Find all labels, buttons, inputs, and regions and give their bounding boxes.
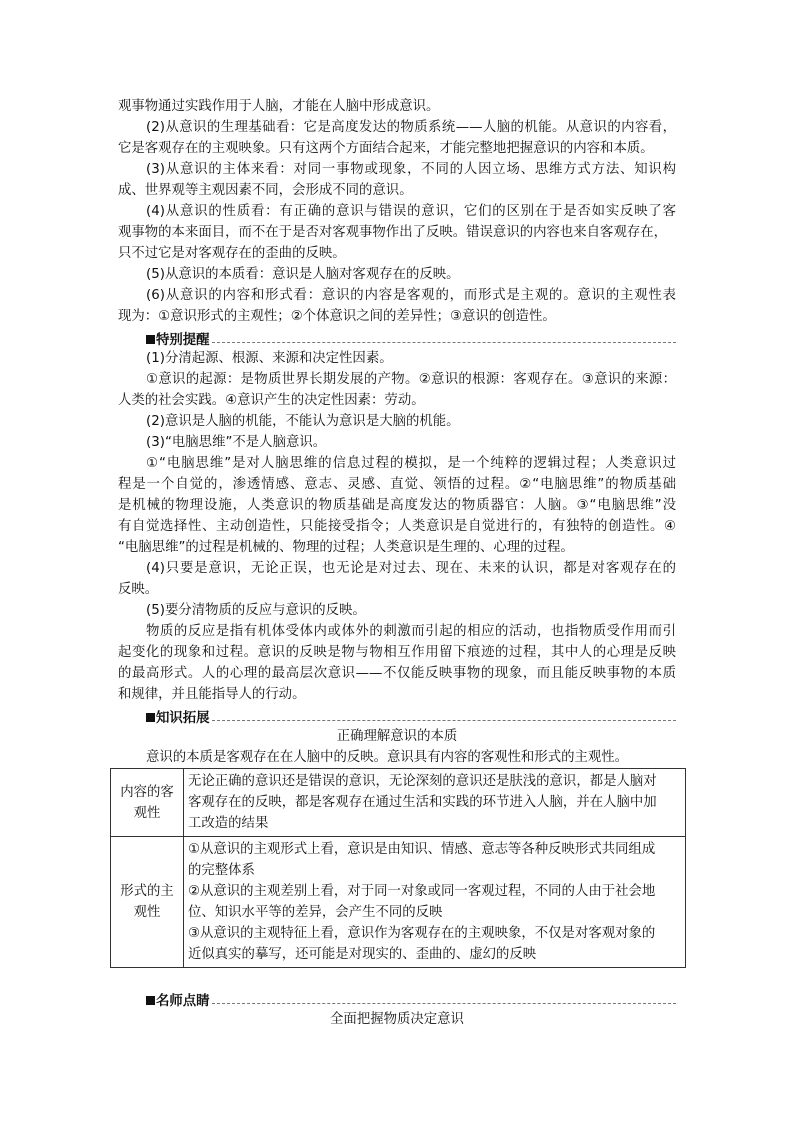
- dotted-rule: [212, 342, 676, 343]
- text-line: 反映。: [118, 582, 159, 597]
- section-title: 正确理解意识的本质: [336, 729, 458, 744]
- text-line: (5)从意识的本质看：意识是人脑对客观存在的反映。: [146, 267, 460, 282]
- table-row: [111, 769, 686, 837]
- consciousness-table: [110, 768, 686, 968]
- square-bullet-icon: [146, 713, 155, 722]
- table-cell: ①从意识的主观形式上看，意识是由知识、情感、意志等各种反映形式共同组成 的完整体系 ②从意识的主观差别上看，对于同一对象或同一客观过程，不同的人由于社会地 位、知识水平等的差异，会产生不同的反映 ③从意识的主观特征上看，意识作为客观存在的主观映象，不仅是对客观对象的 近似真实的摹写，还可能是对现实的、歪曲的、虚幻的反映: [184, 837, 686, 968]
- text-line: (2)意识是人脑的机能，不能认为意识是大脑的机能。: [146, 414, 460, 429]
- table-cell: 无论正确的意识还是错误的意识，无论深刻的意识还是肤浅的意识，都是人脑对 客观存在的反映，都是客观存在通过生活和实践的环节进入人脑，并在人脑中加 工改造的结果: [184, 769, 686, 837]
- text-line: 成、世界观等主观因素不同，会形成不同的意识。: [118, 183, 413, 198]
- text-line: ①意识的起源：是物质世界长期发展的产物。②意识的根源：客观存在。③意识的来源：: [146, 372, 676, 387]
- heading-label: 特别提醒: [156, 333, 210, 348]
- section-heading-teacher-note: [118, 988, 676, 1009]
- square-bullet-icon: [146, 335, 155, 344]
- text-line: (4)只要是意识，无论正误，也无论是对过去、现在、未来的认识，都是对客观存在的: [146, 561, 676, 576]
- text-line: 现为：①意识形式的主观性；②个体意识之间的差异性；③意识的创造性。: [118, 309, 556, 324]
- table-row: [111, 837, 686, 968]
- text-line: 只不过它是对客观存在的歪曲的反映。: [118, 246, 346, 261]
- text-line: 和规律，并且能指导人的行动。: [118, 687, 306, 702]
- text-line: 起变化的现象和过程。意识的反映是物与物相互作用留下痕迹的过程，其中人的心理是反映: [118, 645, 676, 660]
- text-line: 程是一个自觉的，渗透情感、意志、灵感、直觉、领悟的过程。②“电脑思维”的物质基础: [118, 477, 676, 492]
- text-line: 的最高形式。人的心理的最高层次意识——不仅能反映事物的现象，而且能反映事物的本质: [118, 666, 676, 681]
- dotted-rule: [212, 720, 676, 721]
- square-bullet-icon: [146, 996, 155, 1005]
- text-line: 观事物的本来面目，而不在于是否对客观事物作出了反映。错误意识的内容也来自客观存在，: [118, 225, 668, 240]
- dotted-rule: [212, 1003, 676, 1004]
- text-line: (1)分清起源、根源、来源和决定性因素。: [146, 351, 393, 366]
- text-line: 物质的反应是指有机体受体内或体外的刺激而引起的相应的活动，也指物质受作用而引: [146, 624, 676, 639]
- section-intro: 意识的本质是客观存在在人脑中的反映。意识具有内容的客观性和形式的主观性。: [146, 750, 629, 765]
- text-line: ①“电脑思维”是对人脑思维的信息过程的模拟，是一个纯粹的逻辑过程；人类意识过: [146, 456, 676, 471]
- text-line: (3)从意识的主体来看：对同一事物或现象，不同的人因立场、思维方式方法、知识构: [146, 162, 676, 177]
- text-line: (6)从意识的内容和形式看：意识的内容是客观的，而形式是主观的。意识的主观性表: [146, 288, 676, 303]
- text-line: (4)从意识的性质看：有正确的意识与错误的意识，它们的区别在于是否如实反映了客: [146, 204, 676, 219]
- text-line: (3)“电脑思维”不是人脑意识。: [146, 435, 327, 450]
- heading-label: 名师点睛: [156, 994, 210, 1009]
- text-line: 它是客观存在的主观映象。只有这两个方面结合起来，才能完整地把握意识的内容和本质。: [118, 141, 654, 156]
- section-heading-special-reminder: [118, 327, 676, 348]
- text-line: 观事物通过实践作用于人脑，才能在人脑中形成意识。: [118, 99, 440, 114]
- document-page: [118, 96, 676, 1030]
- heading-label: 知识拓展: [156, 711, 210, 726]
- text-line: 是机械的物理设施，人类意识的物质基础是高度发达的物质器官：人脑。③“电脑思维”没: [118, 498, 676, 513]
- section-heading-knowledge-extension: [118, 705, 676, 726]
- table-row-header: 内容的客 观性: [111, 769, 184, 837]
- table-row-header: 形式的主 观性: [111, 837, 184, 968]
- text-line: 人类的社会实践。④意识产生的决定性因素：劳动。: [118, 393, 425, 408]
- text-line: 有自觉选择性、主动创造性，只能接受指令；人类意识是自觉进行的，有独特的创造性。④: [118, 519, 676, 534]
- final-title: 全面把握物质决定意识: [330, 1012, 464, 1027]
- text-line: (5)要分清物质的反应与意识的反映。: [146, 603, 366, 618]
- text-line: “电脑思维”的过程是机械的、物理的过程；人类意识是生理的、心理的过程。: [118, 540, 574, 555]
- text-line: (2)从意识的生理基础看：它是高度发达的物质系统——人脑的机能。从意识的内容看，: [146, 120, 676, 135]
